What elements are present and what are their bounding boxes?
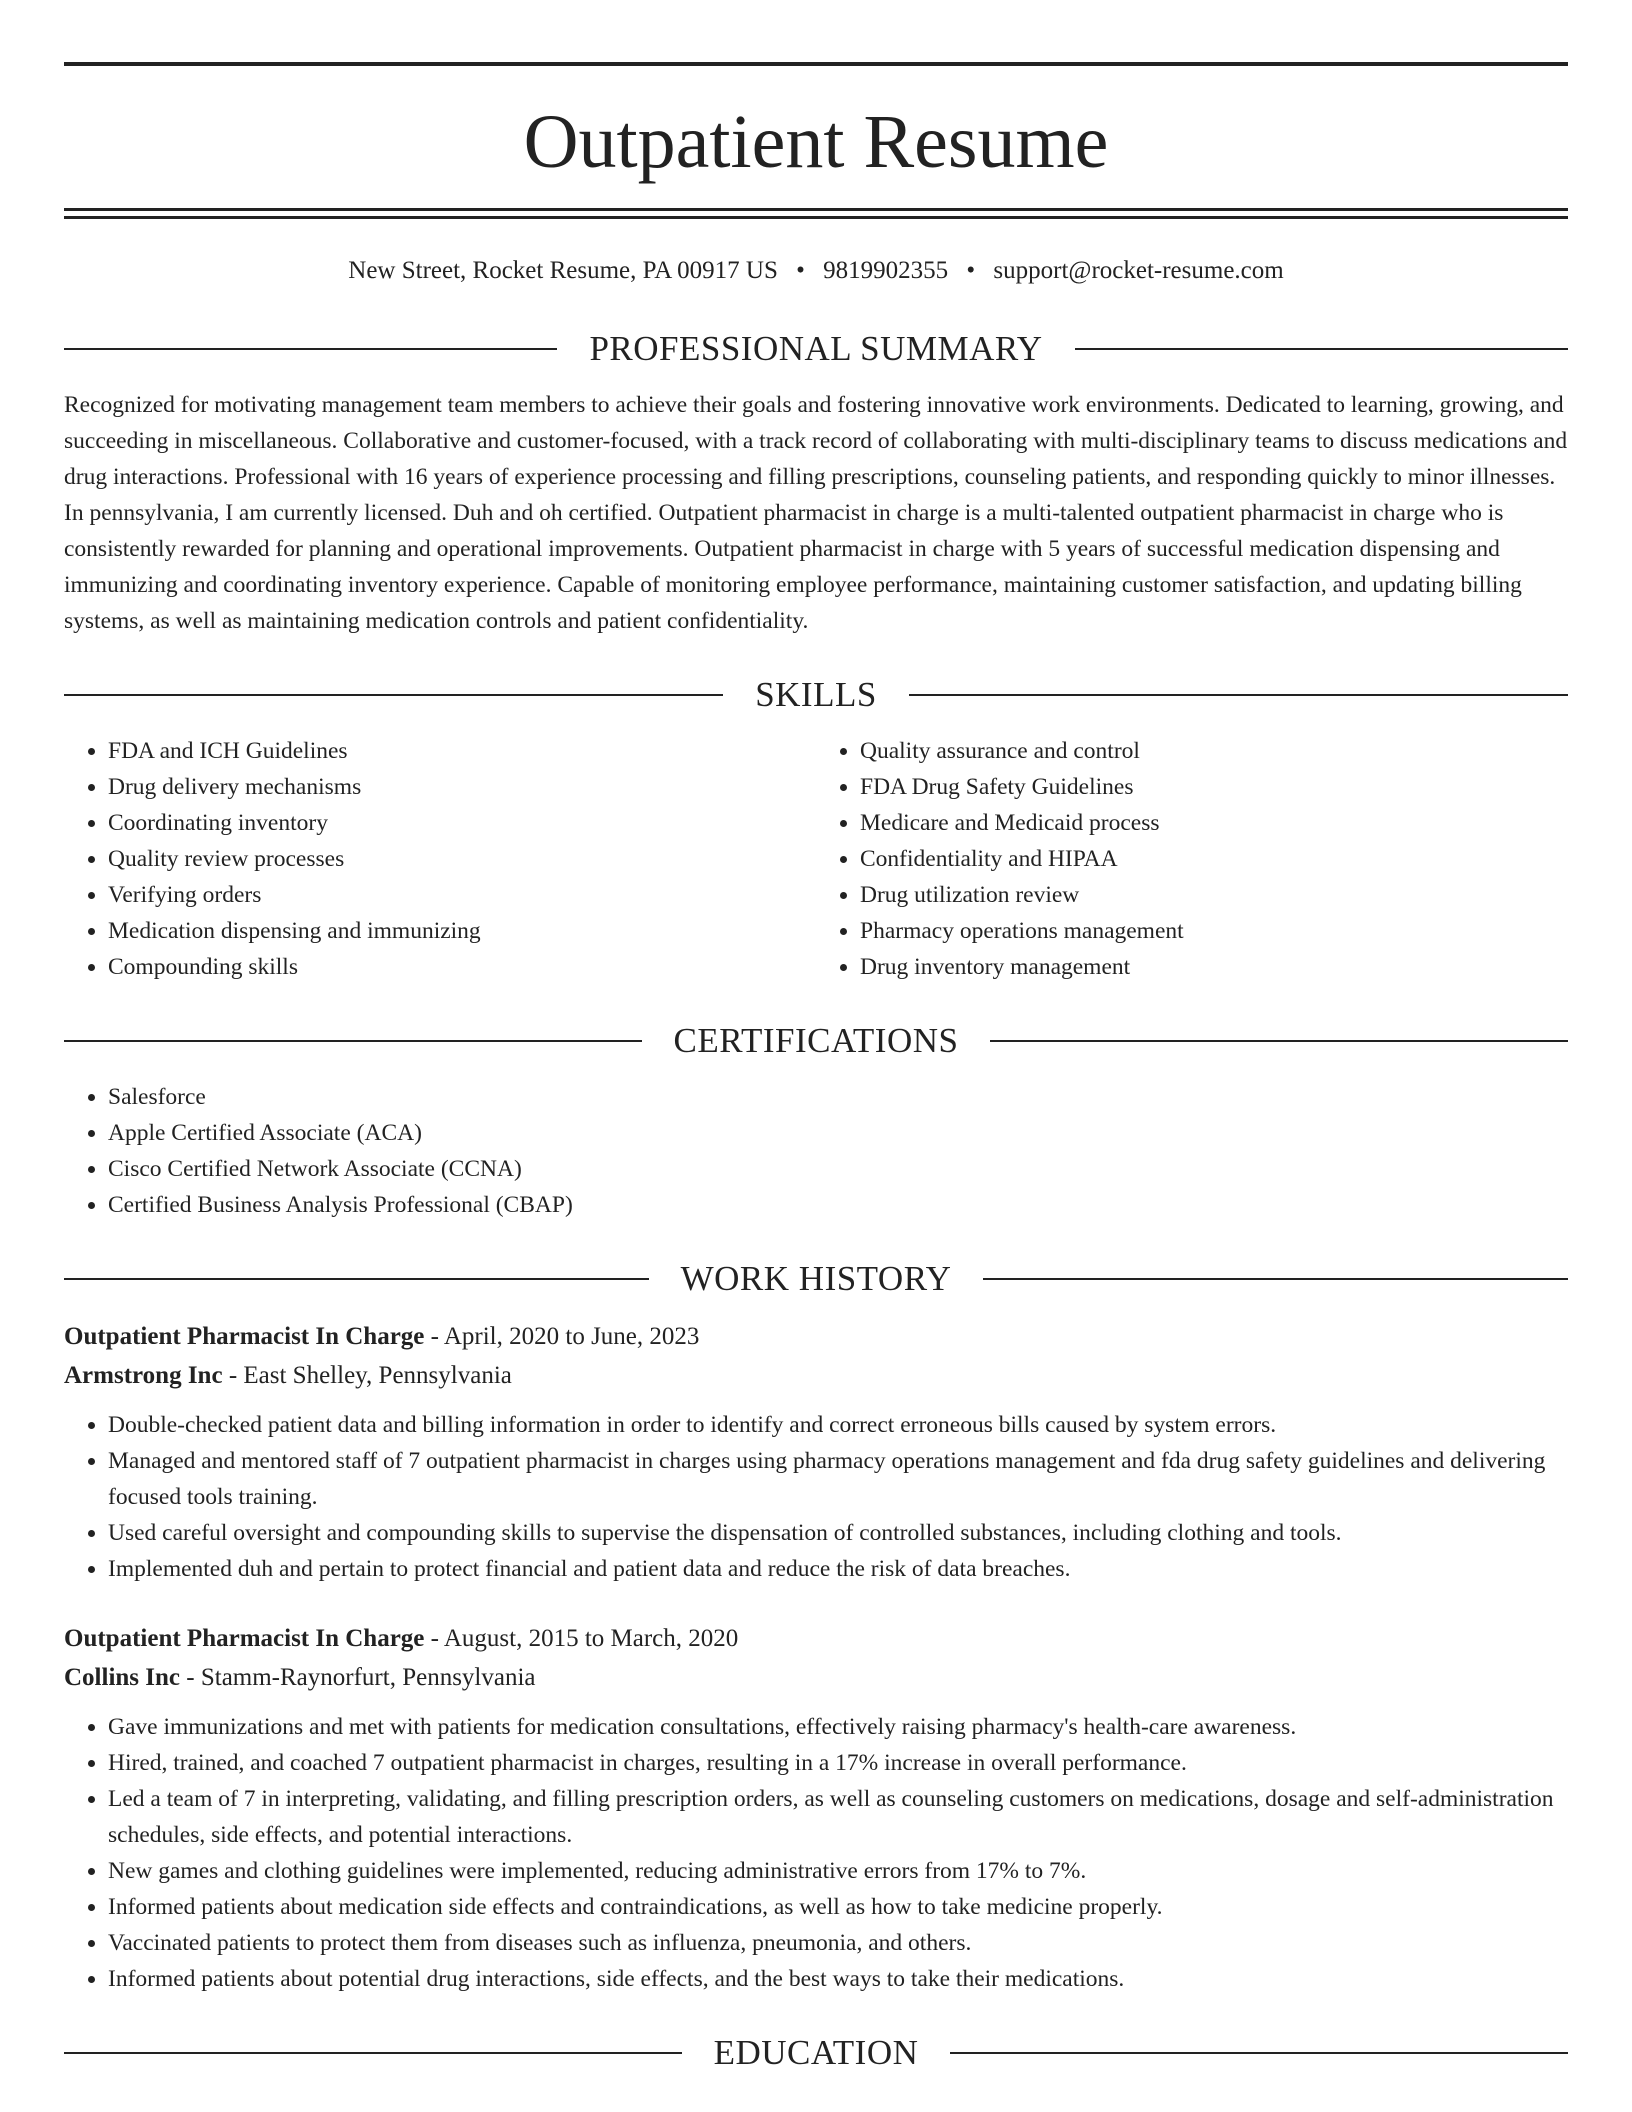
heading-rule [64, 348, 557, 350]
skill-item: • Coordinating inventory [108, 805, 816, 841]
job-bullet: • Informed patients about potential drug interactions, side effects, and the best ways to take their medications. [108, 1961, 1568, 1997]
job-company: Collins Inc [64, 1664, 181, 1691]
skills-column-right [816, 733, 1568, 985]
skill-item: • Medication dispensing and immunizing [108, 913, 816, 949]
heading-rule [64, 1040, 642, 1042]
certifications-list [64, 1079, 1568, 1223]
title-double-rule [64, 208, 1568, 219]
skill-item: • Medicare and Medicaid process [860, 805, 1568, 841]
skill-item: • FDA Drug Safety Guidelines [860, 769, 1568, 805]
contact-separator: • [966, 257, 976, 284]
job-bullet: • Double-checked patient data and billing information in order to identify and correct erroneous bills caused by system errors. [108, 1407, 1568, 1443]
certification-item: • Apple Certified Associate (ACA) [108, 1115, 1568, 1151]
job-bullet: • Informed patients about medication side effects and contraindications, as well as how to take medicine properly. [108, 1889, 1568, 1925]
resume-title: Outpatient Resume [523, 100, 1109, 184]
contact-address: New Street, Rocket Resume, PA 00917 US [348, 257, 778, 284]
job-bullet: • Managed and mentored staff of 7 outpatient pharmacist in charges using pharmacy operations management and fda drug safety guidelines and delivering focused tools training. [108, 1443, 1568, 1515]
job-location: - Stamm-Raynorfurt, Pennsylvania [180, 1664, 536, 1691]
heading-rule [64, 1278, 649, 1280]
skill-item: • Quality assurance and control [860, 733, 1568, 769]
skills-column-left [64, 733, 816, 985]
job-bullet: • Hired, trained, and coached 7 outpatient pharmacist in charges, resulting in a 17% increase in overall performance. [108, 1745, 1568, 1781]
contact-phone: 9819902355 [823, 257, 949, 284]
job-dates: - August, 2015 to March, 2020 [424, 1625, 739, 1652]
skill-item: • Quality review processes [108, 841, 816, 877]
section-title: SKILLS [755, 675, 877, 714]
job-company-line [64, 1658, 1568, 1697]
job-bullet: • Led a team of 7 in interpreting, validating, and filling prescription orders, as well as counseling customers on medications, dosage and self-administration schedules, side effects, and potential interactions. [108, 1781, 1568, 1853]
summary-text: Recognized for motivating management team members to achieve their goals and fostering innovative work environments. Dedicated to learning, growing, and succeeding in miscellaneous. Collaborative and customer-focused, with a track record of collaborating with multi-disciplinary teams to discuss medications and drug interactions. Professional with 16 years of experience processing and filling prescriptions, counseling patients, and responding quickly to minor illnesses. In pennsylvania, I am currently licensed. Duh and oh certified. Outpatient pharmacist in charge is a multi-talented outpatient pharmacist in charge who is consistently rewarded for planning and operational improvements. Outpatient pharmacist in charge with 5 years of successful medication dispensing and immunizing and coordinating inventory experience. Capable of monitoring employee performance, maintaining customer satisfaction, and updating billing systems, as well as maintaining medication controls and patient confidentiality. [64, 392, 1568, 634]
section-title: EDUCATION [713, 2033, 919, 2072]
section-title: CERTIFICATIONS [673, 1021, 959, 1060]
skill-item: • Drug delivery mechanisms [108, 769, 816, 805]
skills-list [64, 733, 1568, 985]
certification-item: • Salesforce [108, 1079, 1568, 1115]
heading-rule [983, 1278, 1568, 1280]
section-heading-summary [64, 327, 1568, 371]
skill-item: • Drug utilization review [860, 877, 1568, 913]
job-title-line [64, 1317, 1568, 1356]
job-company-line [64, 1356, 1568, 1395]
job-entry [64, 1619, 1568, 1997]
job-title-line [64, 1619, 1568, 1658]
skill-item: • Confidentiality and HIPAA [860, 841, 1568, 877]
section-heading-work-history [64, 1257, 1568, 1301]
job-bullet: • Vaccinated patients to protect them from diseases such as influenza, pneumonia, and others. [108, 1925, 1568, 1961]
skill-item: • Drug inventory management [860, 949, 1568, 985]
job-bullets [64, 1407, 1568, 1587]
skill-item: • Verifying orders [108, 877, 816, 913]
contact-separator: • [796, 257, 805, 284]
certification-item: • Certified Business Analysis Professional (CBAP) [108, 1187, 1568, 1223]
section-heading-education [64, 2031, 1568, 2075]
heading-rule [990, 1040, 1568, 1042]
certification-item: • Cisco Certified Network Associate (CCNA) [108, 1151, 1568, 1187]
section-heading-skills [64, 673, 1568, 717]
heading-rule [1075, 348, 1568, 350]
section-title: PROFESSIONAL SUMMARY [589, 329, 1043, 368]
job-dates: - April, 2020 to June, 2023 [424, 1323, 700, 1350]
heading-rule [64, 694, 723, 696]
section-heading-certifications [64, 1019, 1568, 1063]
top-rule [64, 62, 1568, 66]
job-bullet: • Gave immunizations and met with patients for medication consultations, effectively raising pharmacy's health-care awareness. [108, 1709, 1568, 1745]
contact-line [64, 257, 1568, 293]
job-role: Outpatient Pharmacist In Charge [64, 1625, 425, 1652]
skill-item: • FDA and ICH Guidelines [108, 733, 816, 769]
job-entry [64, 1317, 1568, 1587]
job-bullet: • Implemented duh and pertain to protect financial and patient data and reduce the risk of data breaches. [108, 1551, 1568, 1587]
heading-rule [64, 2052, 682, 2054]
job-location: - East Shelley, Pennsylvania [222, 1362, 512, 1389]
job-bullet: • New games and clothing guidelines were implemented, reducing administrative errors from 17% to 7%. [108, 1853, 1568, 1889]
resume-page [64, 0, 1568, 2075]
job-bullet: • Used careful oversight and compounding skills to supervise the dispensation of controlled substances, including clothing and tools. [108, 1515, 1568, 1551]
skill-item: • Pharmacy operations management [860, 913, 1568, 949]
heading-rule [909, 694, 1568, 696]
skill-item: • Compounding skills [108, 949, 816, 985]
section-title: WORK HISTORY [680, 1259, 952, 1298]
job-company: Armstrong Inc [64, 1362, 223, 1389]
job-bullets [64, 1709, 1568, 1997]
contact-email: support@rocket-resume.com [993, 257, 1284, 284]
job-role: Outpatient Pharmacist In Charge [64, 1323, 425, 1350]
heading-rule [950, 2052, 1568, 2054]
